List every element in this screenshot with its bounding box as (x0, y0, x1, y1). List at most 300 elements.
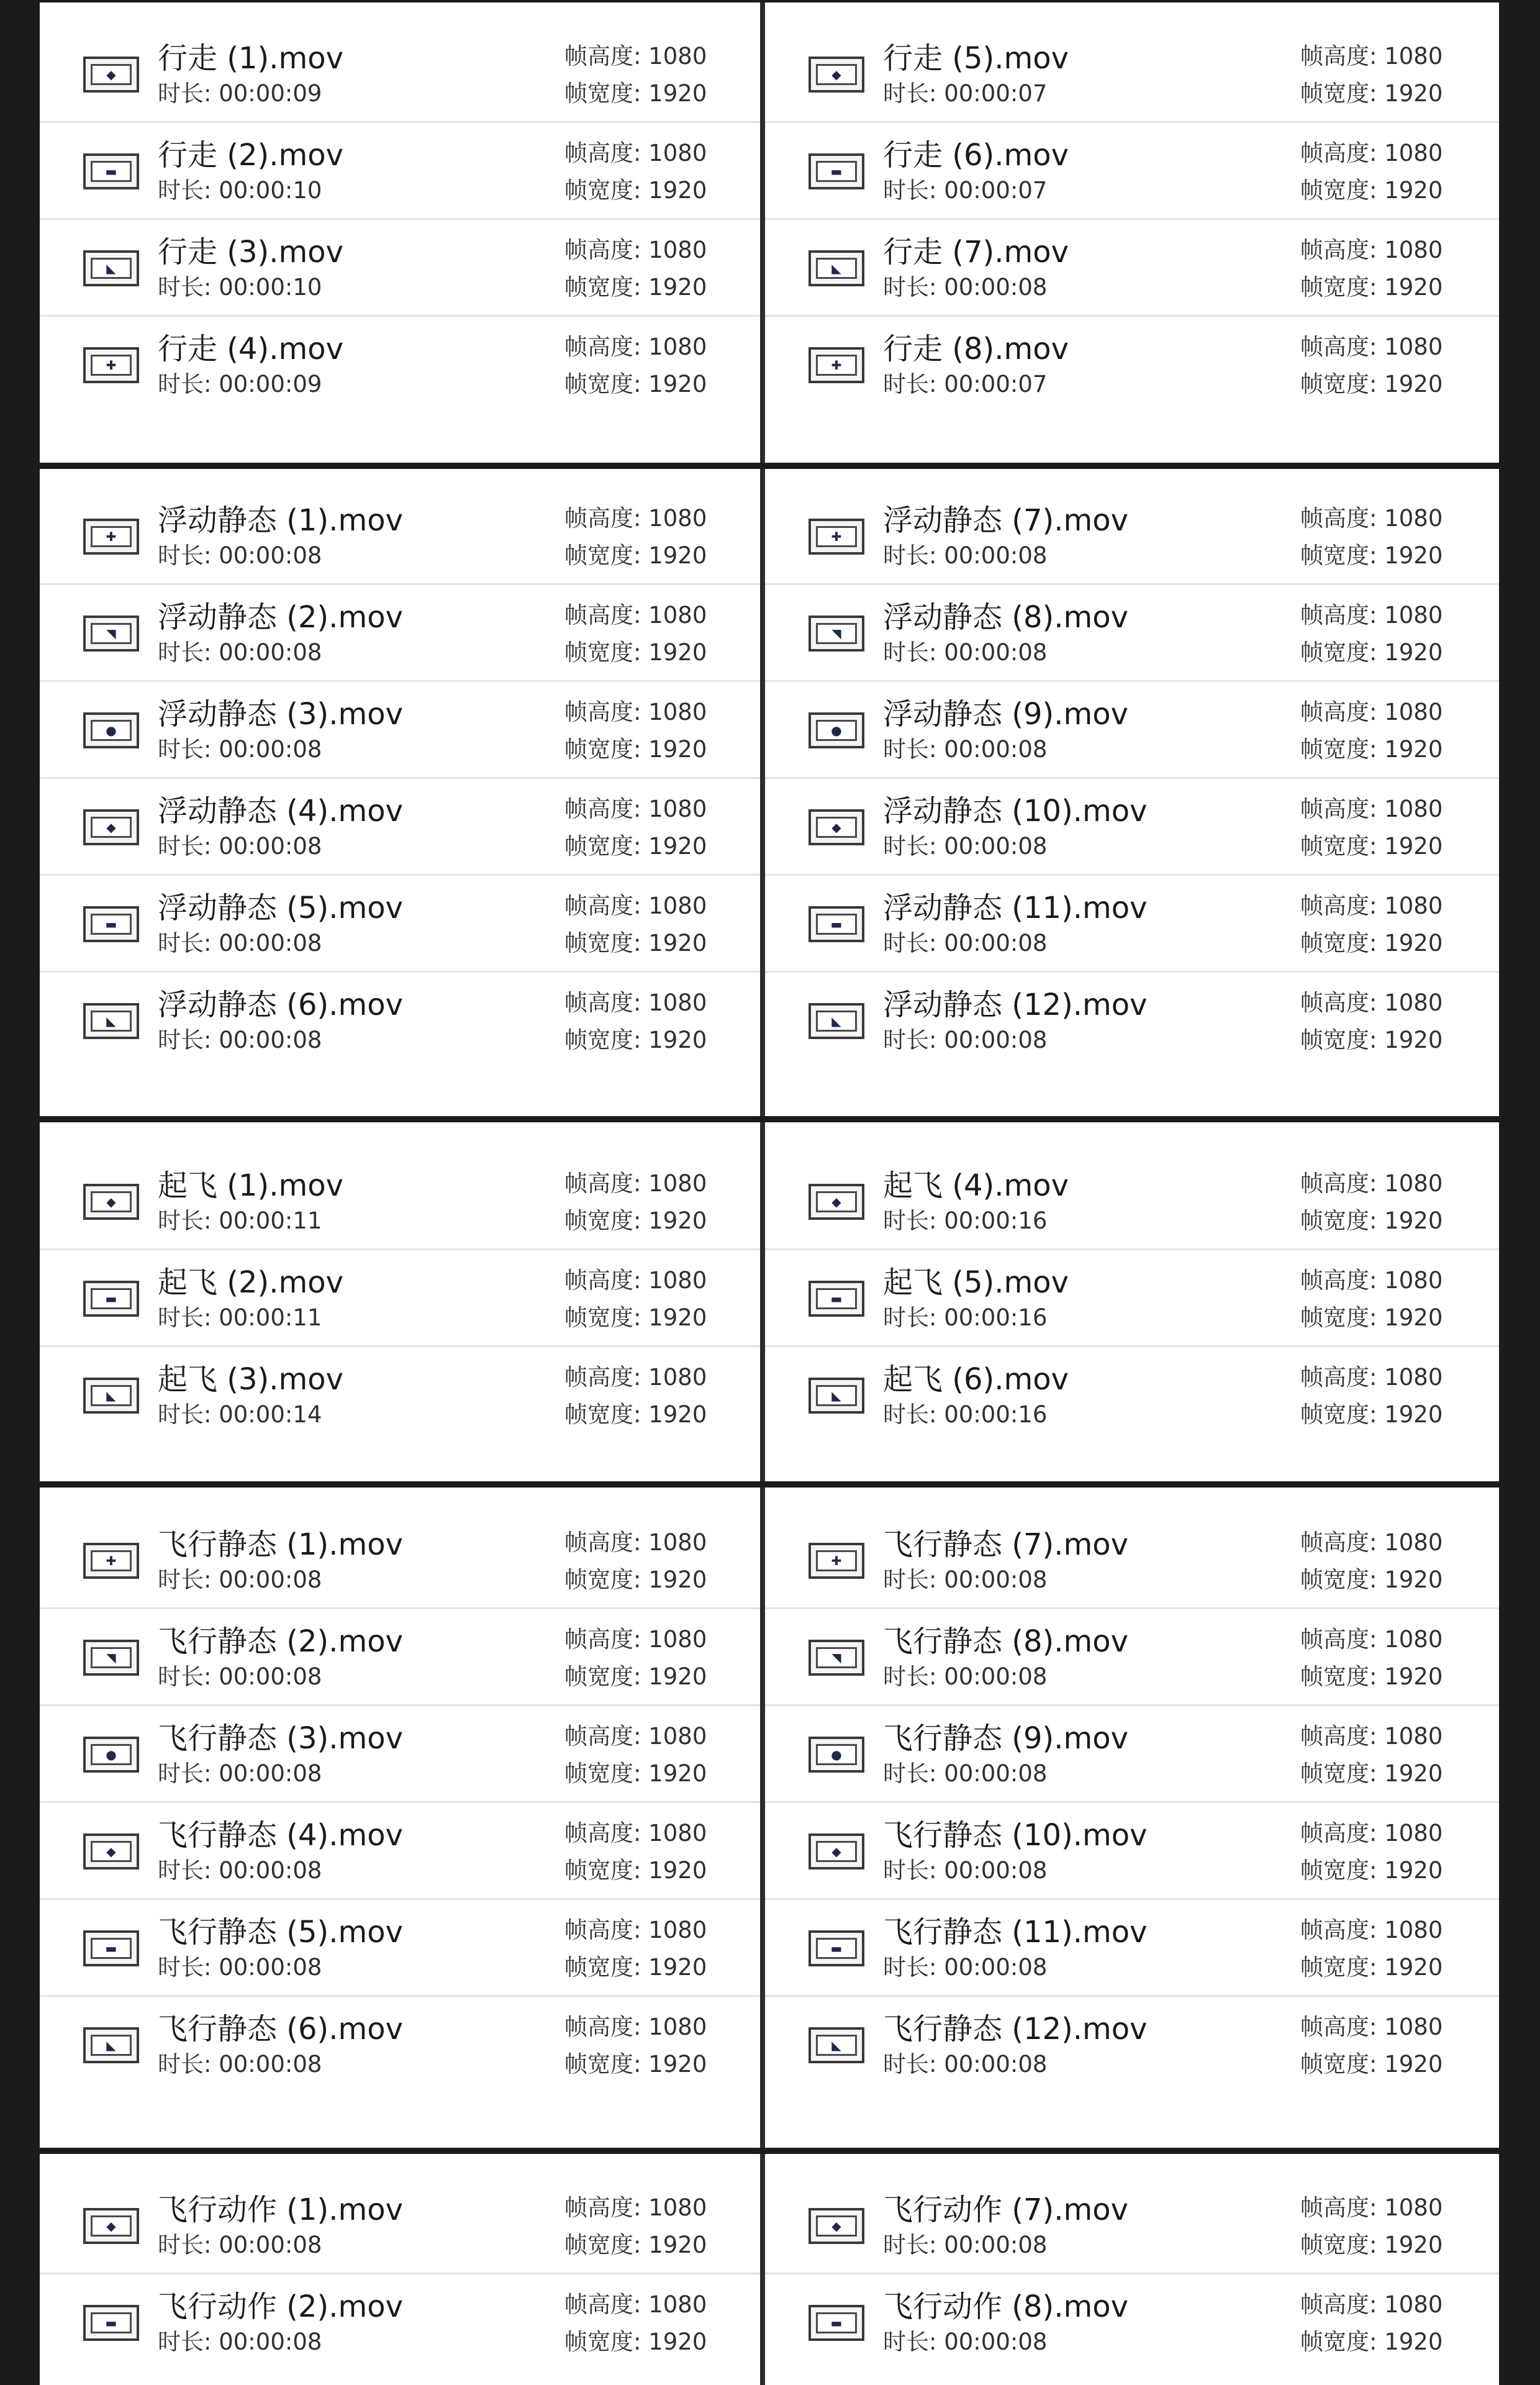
video-frame (91, 914, 132, 935)
video-frame (91, 1191, 132, 1212)
frame-height: 帧高度: 1080 (564, 893, 707, 919)
video-frame (91, 1550, 132, 1571)
floating-figure-icon: ▬ (830, 917, 843, 932)
video-frame (91, 258, 132, 279)
flying-figure-icon: ● (106, 1747, 117, 1762)
file-item[interactable] (765, 1347, 1499, 1444)
frame-height: 帧高度: 1080 (564, 1170, 707, 1197)
frame-width: 帧宽度: 1920 (564, 274, 707, 301)
walking-figure-icon: ◆ (831, 67, 841, 82)
column-divider (760, 469, 765, 1116)
file-duration: 时长: 00:00:07 (883, 371, 1048, 398)
frame-height: 帧高度: 1080 (1300, 43, 1443, 70)
video-file-icon (808, 1833, 864, 1869)
file-group (40, 1488, 1499, 2148)
video-frame (816, 817, 857, 838)
file-item[interactable] (765, 779, 1499, 876)
video-frame (91, 355, 132, 376)
file-duration: 时长: 00:00:08 (883, 1566, 1048, 1593)
file-duration: 时长: 00:00:16 (883, 1401, 1048, 1428)
frame-height: 帧高度: 1080 (564, 237, 707, 263)
video-file-icon (808, 2027, 864, 2063)
file-duration: 时长: 00:00:16 (883, 1304, 1048, 1331)
file-name: 飞行静态 (1).mov (158, 1527, 404, 1562)
file-duration: 时长: 00:00:08 (158, 2051, 322, 2078)
file-duration: 时长: 00:00:11 (158, 1304, 322, 1331)
frame-width: 帧宽度: 1920 (564, 736, 707, 763)
video-file-icon (83, 1378, 139, 1414)
frame-height: 帧高度: 1080 (564, 43, 707, 70)
column-divider (760, 1488, 765, 2148)
file-name: 起飞 (4).mov (883, 1168, 1069, 1203)
file-duration: 时长: 00:00:08 (883, 1954, 1048, 1981)
file-name: 浮动静态 (1).mov (158, 503, 404, 538)
column-divider (760, 1122, 765, 1481)
frame-width: 帧宽度: 1920 (564, 371, 707, 398)
file-name: 起飞 (3).mov (158, 1362, 344, 1397)
file-name: 行走 (4).mov (158, 332, 344, 366)
file-item[interactable] (765, 585, 1499, 682)
left-column (40, 469, 760, 1116)
flight-action-figure-icon: ▬ (105, 2315, 117, 2330)
file-group (40, 2154, 1499, 2385)
video-file-icon (83, 906, 139, 942)
frame-width: 帧宽度: 1920 (1300, 371, 1443, 398)
video-file-icon (808, 1184, 864, 1220)
file-duration: 时长: 00:00:08 (158, 1566, 322, 1593)
takeoff-figure-icon: ◣ (831, 1388, 841, 1403)
video-frame (91, 1288, 132, 1309)
walking-figure-icon: ✚ (106, 358, 117, 373)
file-duration: 时长: 00:00:11 (158, 1207, 322, 1234)
frame-height: 帧高度: 1080 (1300, 2194, 1443, 2221)
walking-figure-icon: ◣ (106, 261, 116, 276)
frame-width: 帧宽度: 1920 (564, 542, 707, 569)
video-file-icon (83, 347, 139, 383)
takeoff-figure-icon: ◆ (106, 1194, 116, 1209)
video-frame (816, 1550, 857, 1571)
frame-width: 帧宽度: 1920 (1300, 542, 1443, 569)
file-name: 飞行动作 (8).mov (883, 2289, 1129, 2324)
frame-height: 帧高度: 1080 (564, 989, 707, 1016)
column-divider (760, 2154, 765, 2385)
frame-height: 帧高度: 1080 (1300, 796, 1443, 822)
takeoff-figure-icon: ◣ (106, 1388, 116, 1403)
file-name: 飞行静态 (4).mov (158, 1818, 404, 1853)
video-file-icon (83, 1543, 139, 1579)
file-item[interactable] (765, 876, 1499, 973)
frame-width: 帧宽度: 1920 (564, 639, 707, 666)
frame-height: 帧高度: 1080 (564, 1917, 707, 1943)
file-duration: 时长: 00:00:08 (883, 542, 1048, 569)
file-item[interactable] (765, 317, 1499, 414)
file-item[interactable] (765, 1997, 1499, 2094)
flying-figure-icon: ✚ (106, 1553, 117, 1568)
frame-width: 帧宽度: 1920 (564, 2051, 707, 2078)
flight-action-figure-icon: ◆ (106, 2219, 116, 2233)
right-column (765, 469, 1499, 1116)
frame-width: 帧宽度: 1920 (1300, 2232, 1443, 2258)
takeoff-figure-icon: ▬ (830, 1291, 843, 1306)
file-name: 浮动静态 (8).mov (883, 600, 1129, 635)
frame-height: 帧高度: 1080 (564, 334, 707, 360)
video-file-icon (83, 1640, 139, 1676)
file-name: 飞行静态 (10).mov (883, 1818, 1148, 1853)
file-name: 行走 (2).mov (158, 138, 344, 173)
frame-width: 帧宽度: 1920 (1300, 1566, 1443, 1593)
file-item[interactable] (765, 220, 1499, 317)
file-duration: 时长: 00:00:08 (883, 736, 1048, 763)
video-file-icon (808, 519, 864, 555)
frame-height: 帧高度: 1080 (564, 140, 707, 166)
video-file-icon (83, 1184, 139, 1220)
file-name: 浮动静态 (7).mov (883, 503, 1129, 538)
video-file-icon (83, 1833, 139, 1869)
flying-figure-icon: ◥ (831, 1650, 841, 1665)
file-item[interactable] (40, 2274, 760, 2371)
file-duration: 时长: 00:00:08 (158, 1857, 322, 1884)
video-frame (816, 1288, 857, 1309)
video-file-icon (83, 2305, 139, 2341)
file-item[interactable] (765, 1706, 1499, 1803)
video-frame (91, 1841, 132, 1862)
file-duration: 时长: 00:00:08 (158, 639, 322, 666)
video-file-icon (808, 1737, 864, 1773)
file-list (40, 0, 1499, 2385)
walking-figure-icon: ◣ (831, 261, 841, 276)
video-frame (91, 64, 132, 85)
file-item[interactable] (765, 1250, 1499, 1347)
frame-height: 帧高度: 1080 (1300, 1820, 1443, 1847)
file-item[interactable] (40, 1609, 760, 1706)
flying-figure-icon: ◣ (831, 2038, 841, 2053)
file-item[interactable] (765, 1803, 1499, 1900)
right-column (765, 2154, 1499, 2385)
file-name: 行走 (8).mov (883, 332, 1069, 366)
frame-width: 帧宽度: 1920 (1300, 1857, 1443, 1884)
frame-width: 帧宽度: 1920 (564, 1027, 707, 1053)
flying-figure-icon: ◆ (106, 1844, 116, 1859)
file-item[interactable] (765, 2178, 1499, 2274)
file-name: 飞行动作 (1).mov (158, 2192, 404, 2227)
walking-figure-icon: ◆ (106, 67, 116, 82)
video-frame (91, 1744, 132, 1765)
file-duration: 时长: 00:00:08 (883, 1760, 1048, 1787)
file-duration: 时长: 00:00:09 (158, 80, 322, 107)
file-name: 行走 (1).mov (158, 41, 344, 76)
video-file-icon (83, 519, 139, 555)
right-column (765, 1122, 1499, 1481)
video-frame (816, 2312, 857, 2333)
video-frame (91, 161, 132, 182)
frame-height: 帧高度: 1080 (564, 1820, 707, 1847)
frame-height: 帧高度: 1080 (564, 1626, 707, 1653)
frame-width: 帧宽度: 1920 (564, 2328, 707, 2355)
file-item[interactable] (40, 682, 760, 779)
video-frame (91, 2035, 132, 2056)
file-duration: 时长: 00:00:08 (158, 1760, 322, 1787)
file-duration: 时长: 00:00:08 (158, 1027, 322, 1053)
frame-width: 帧宽度: 1920 (564, 1401, 707, 1428)
video-file-icon (808, 250, 864, 286)
file-name: 飞行静态 (8).mov (883, 1624, 1129, 1659)
file-item[interactable] (40, 1347, 760, 1444)
file-item[interactable] (40, 123, 760, 220)
file-name: 飞行静态 (5).mov (158, 1915, 404, 1950)
flight-action-figure-icon: ▬ (830, 2315, 843, 2330)
file-duration: 时长: 00:00:08 (883, 833, 1048, 860)
file-item[interactable] (40, 26, 760, 123)
frame-width: 帧宽度: 1920 (1300, 736, 1443, 763)
video-frame (816, 161, 857, 182)
walking-figure-icon: ✚ (831, 358, 842, 373)
file-item[interactable] (40, 585, 760, 682)
frame-height: 帧高度: 1080 (564, 2014, 707, 2040)
file-name: 行走 (5).mov (883, 41, 1069, 76)
frame-height: 帧高度: 1080 (1300, 140, 1443, 166)
file-duration: 时长: 00:00:16 (883, 1207, 1048, 1234)
left-column (40, 2, 760, 463)
file-duration: 时长: 00:00:08 (158, 2232, 322, 2258)
video-file-icon (808, 712, 864, 748)
video-file-icon (808, 1640, 864, 1676)
video-file-icon (83, 1281, 139, 1317)
file-duration: 时长: 00:00:08 (883, 274, 1048, 301)
file-name: 起飞 (2).mov (158, 1265, 344, 1300)
frame-height: 帧高度: 1080 (564, 602, 707, 629)
frame-height: 帧高度: 1080 (564, 505, 707, 532)
file-item[interactable] (40, 876, 760, 973)
frame-width: 帧宽度: 1920 (1300, 274, 1443, 301)
frame-width: 帧宽度: 1920 (1300, 1401, 1443, 1428)
file-item[interactable] (40, 220, 760, 317)
video-file-icon (808, 57, 864, 93)
file-name: 飞行静态 (9).mov (883, 1721, 1129, 1756)
file-name: 浮动静态 (4).mov (158, 794, 404, 829)
file-name: 浮动静态 (12).mov (883, 988, 1148, 1022)
file-item[interactable] (765, 1609, 1499, 1706)
flying-figure-icon: ● (831, 1747, 842, 1762)
frame-height: 帧高度: 1080 (1300, 2291, 1443, 2318)
file-item[interactable] (765, 488, 1499, 585)
video-frame (816, 623, 857, 644)
video-frame (91, 1385, 132, 1406)
video-frame (816, 64, 857, 85)
walking-figure-icon: ▬ (830, 164, 843, 179)
video-file-icon (83, 2208, 139, 2244)
floating-figure-icon: ● (106, 723, 117, 738)
file-item[interactable] (40, 2178, 760, 2274)
file-item[interactable] (40, 317, 760, 414)
video-file-icon (83, 616, 139, 652)
file-item[interactable] (40, 1706, 760, 1803)
flying-figure-icon: ◆ (831, 1844, 841, 1859)
file-name: 行走 (6).mov (883, 138, 1069, 173)
file-duration: 时长: 00:00:08 (158, 736, 322, 763)
floating-figure-icon: ✚ (106, 529, 117, 544)
file-name: 飞行动作 (7).mov (883, 2192, 1129, 2227)
file-item[interactable] (40, 1512, 760, 1609)
file-duration: 时长: 00:00:08 (158, 1954, 322, 1981)
video-frame (816, 1744, 857, 1765)
file-name: 起飞 (5).mov (883, 1265, 1069, 1300)
file-duration: 时长: 00:00:10 (158, 177, 322, 204)
frame-height: 帧高度: 1080 (1300, 1723, 1443, 1750)
video-file-icon (83, 1003, 139, 1039)
frame-width: 帧宽度: 1920 (564, 1760, 707, 1787)
file-item[interactable] (40, 973, 760, 1070)
file-duration: 时长: 00:00:08 (883, 1857, 1048, 1884)
frame-height: 帧高度: 1080 (564, 796, 707, 822)
video-frame (816, 1191, 857, 1212)
file-group (40, 2, 1499, 463)
video-frame (816, 2215, 857, 2237)
floating-figure-icon: ◆ (106, 820, 116, 835)
floating-figure-icon: ◥ (831, 626, 841, 641)
video-frame (91, 1938, 132, 1959)
floating-figure-icon: ● (831, 723, 842, 738)
file-item[interactable] (40, 1250, 760, 1347)
frame-width: 帧宽度: 1920 (564, 80, 707, 107)
frame-height: 帧高度: 1080 (1300, 1170, 1443, 1197)
file-item[interactable] (765, 2274, 1499, 2371)
right-column (765, 1488, 1499, 2148)
file-duration: 时长: 00:00:08 (883, 1663, 1048, 1690)
file-item[interactable] (765, 1153, 1499, 1250)
frame-height: 帧高度: 1080 (1300, 2014, 1443, 2040)
frame-width: 帧宽度: 1920 (564, 1954, 707, 1981)
frame-height: 帧高度: 1080 (1300, 1529, 1443, 1556)
takeoff-figure-icon: ◆ (831, 1194, 841, 1209)
file-duration: 时长: 00:00:08 (883, 2051, 1048, 2078)
file-name: 飞行静态 (2).mov (158, 1624, 404, 1659)
video-frame (816, 1938, 857, 1959)
frame-width: 帧宽度: 1920 (1300, 833, 1443, 860)
file-name: 浮动静态 (3).mov (158, 697, 404, 732)
floating-figure-icon: ◣ (831, 1014, 841, 1029)
file-duration: 时长: 00:00:07 (883, 80, 1048, 107)
video-file-icon (808, 1281, 864, 1317)
video-file-icon (83, 2027, 139, 2063)
file-name: 行走 (7).mov (883, 235, 1069, 270)
file-name: 飞行静态 (11).mov (883, 1915, 1148, 1950)
file-name: 飞行静态 (3).mov (158, 1721, 404, 1756)
frame-height: 帧高度: 1080 (1300, 237, 1443, 263)
file-duration: 时长: 00:00:09 (158, 371, 322, 398)
frame-width: 帧宽度: 1920 (564, 1566, 707, 1593)
video-file-icon (808, 2305, 864, 2341)
video-file-icon (83, 809, 139, 845)
file-group (40, 469, 1499, 1116)
file-item[interactable] (40, 1153, 760, 1250)
frame-width: 帧宽度: 1920 (564, 1304, 707, 1331)
frame-height: 帧高度: 1080 (564, 1364, 707, 1391)
video-file-icon (808, 347, 864, 383)
video-file-icon (808, 1003, 864, 1039)
frame-height: 帧高度: 1080 (1300, 334, 1443, 360)
video-frame (816, 914, 857, 935)
file-item[interactable] (765, 682, 1499, 779)
file-item[interactable] (765, 1900, 1499, 1997)
frame-height: 帧高度: 1080 (564, 2291, 707, 2318)
frame-width: 帧宽度: 1920 (1300, 1304, 1443, 1331)
video-file-icon (808, 2208, 864, 2244)
file-item[interactable] (40, 488, 760, 585)
video-frame (816, 1841, 857, 1862)
video-frame (816, 720, 857, 741)
video-file-icon (83, 712, 139, 748)
file-name: 飞行静态 (7).mov (883, 1527, 1129, 1562)
video-frame (816, 1647, 857, 1668)
frame-width: 帧宽度: 1920 (1300, 1027, 1443, 1053)
takeoff-figure-icon: ▬ (105, 1291, 117, 1306)
frame-height: 帧高度: 1080 (1300, 1364, 1443, 1391)
video-file-icon (808, 616, 864, 652)
file-item[interactable] (765, 973, 1499, 1070)
file-name: 行走 (3).mov (158, 235, 344, 270)
flying-figure-icon: ◥ (106, 1650, 116, 1665)
frame-height: 帧高度: 1080 (1300, 699, 1443, 725)
file-item[interactable] (765, 1512, 1499, 1609)
floating-figure-icon: ◥ (106, 626, 116, 641)
video-file-icon (83, 57, 139, 93)
video-file-icon (808, 153, 864, 189)
video-frame (816, 2035, 857, 2056)
file-name: 浮动静态 (9).mov (883, 697, 1129, 732)
frame-height: 帧高度: 1080 (1300, 893, 1443, 919)
frame-height: 帧高度: 1080 (564, 699, 707, 725)
flying-figure-icon: ▬ (105, 1941, 117, 1956)
file-duration: 时长: 00:00:08 (158, 1663, 322, 1690)
floating-figure-icon: ◆ (831, 820, 841, 835)
frame-width: 帧宽度: 1920 (1300, 1663, 1443, 1690)
file-item[interactable] (40, 1900, 760, 1997)
frame-height: 帧高度: 1080 (564, 2194, 707, 2221)
file-name: 飞行静态 (12).mov (883, 2012, 1148, 2047)
video-file-icon (808, 1543, 864, 1579)
frame-height: 帧高度: 1080 (564, 1723, 707, 1750)
file-duration: 时长: 00:00:08 (158, 833, 322, 860)
video-file-icon (808, 1378, 864, 1414)
file-item[interactable] (40, 1803, 760, 1900)
frame-width: 帧宽度: 1920 (1300, 1760, 1443, 1787)
frame-height: 帧高度: 1080 (1300, 1267, 1443, 1294)
frame-width: 帧宽度: 1920 (564, 1857, 707, 1884)
file-duration: 时长: 00:00:10 (158, 274, 322, 301)
frame-width: 帧宽度: 1920 (1300, 930, 1443, 956)
video-frame (91, 720, 132, 741)
video-frame (91, 623, 132, 644)
frame-width: 帧宽度: 1920 (1300, 2328, 1443, 2355)
file-name: 起飞 (1).mov (158, 1168, 344, 1203)
file-item[interactable] (765, 26, 1499, 123)
file-item[interactable] (765, 123, 1499, 220)
file-item[interactable] (40, 1997, 760, 2094)
video-frame (91, 2215, 132, 2237)
video-frame (91, 817, 132, 838)
file-item[interactable] (40, 779, 760, 876)
left-column (40, 1122, 760, 1481)
file-name: 浮动静态 (2).mov (158, 600, 404, 635)
video-frame (816, 526, 857, 547)
frame-height: 帧高度: 1080 (564, 1529, 707, 1556)
frame-width: 帧宽度: 1920 (564, 1663, 707, 1690)
file-duration: 时长: 00:00:08 (883, 2328, 1048, 2355)
file-duration: 时长: 00:00:14 (158, 1401, 322, 1428)
video-file-icon (83, 1930, 139, 1966)
frame-width: 帧宽度: 1920 (564, 2232, 707, 2258)
frame-width: 帧宽度: 1920 (1300, 639, 1443, 666)
